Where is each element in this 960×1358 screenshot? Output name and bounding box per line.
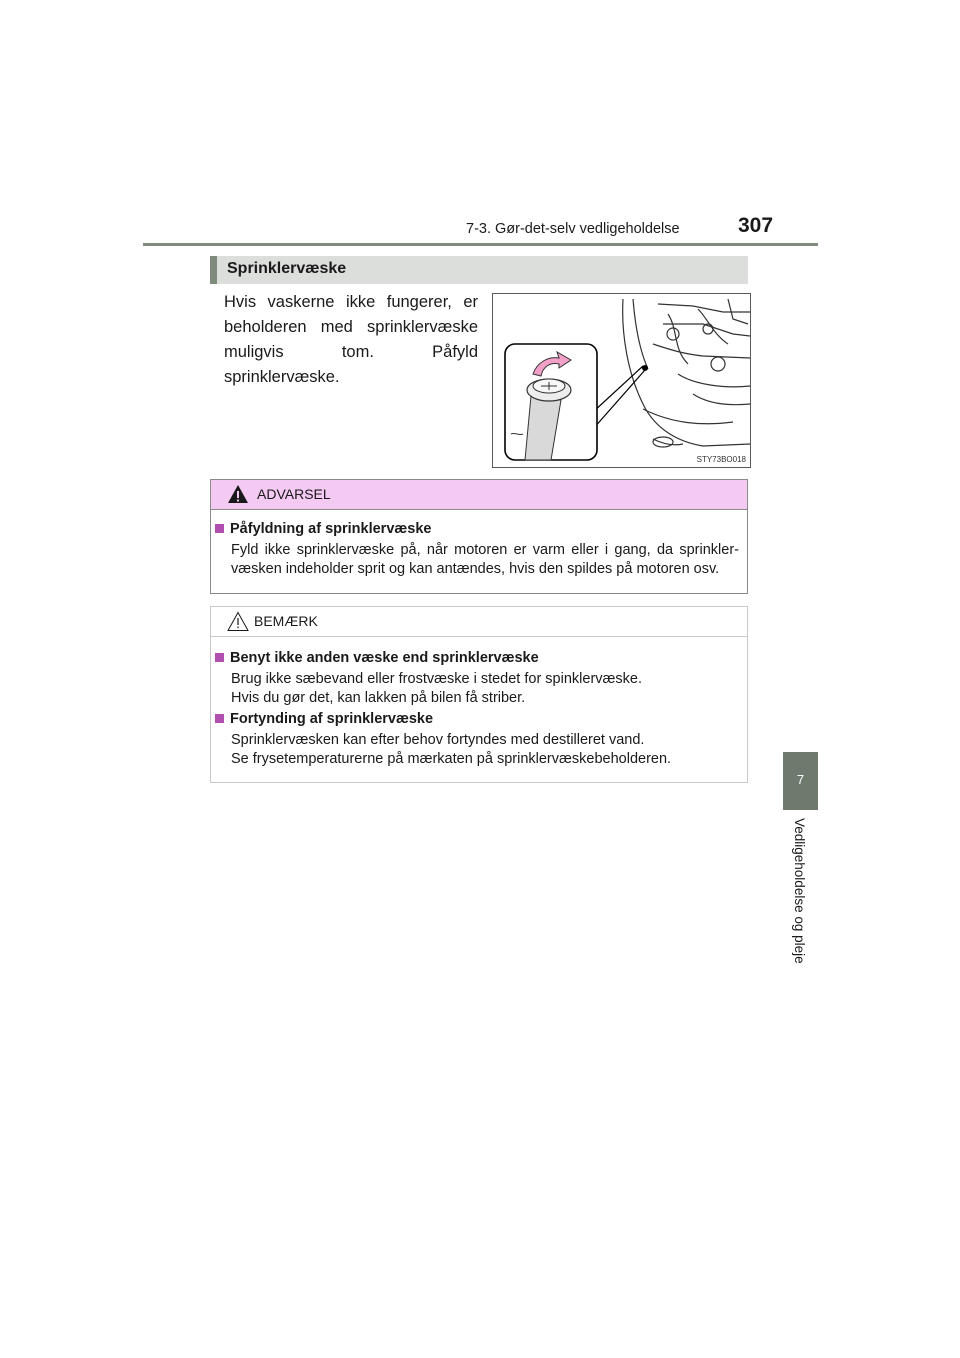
running-header-title: 7-3. Gør-det-selv vedligeholdelse [466, 221, 680, 237]
header-rule [143, 243, 818, 246]
note-item-title: Benyt ikke anden væske end sprinklervæske [215, 650, 539, 666]
washer-fluid-illustration [492, 293, 751, 468]
chapter-number: 7 [796, 772, 805, 787]
warning-triangle-icon [227, 484, 249, 509]
engine-bay-drawing [493, 294, 750, 467]
page-number: 307 [738, 214, 774, 237]
note-label: BEMÆRK [254, 613, 318, 629]
note-item-line: Brug ikke sæbevand eller frostvæske i stedet for spinklervæske. [231, 671, 643, 687]
note-item-title: Fortynding af sprinklervæske [215, 711, 433, 727]
caution-triangle-icon [227, 611, 249, 637]
chapter-label: Vedligeholdelse og pleje [792, 818, 807, 964]
illustration-code: STY73BO018 [696, 455, 746, 464]
note-box [210, 606, 748, 783]
note-item-line: Hvis du gør det, kan lakken på bilen få striber. [231, 689, 526, 706]
chapter-tab [783, 752, 818, 810]
warning-box [210, 479, 748, 594]
warning-item-body: Fyld ikke sprinklervæske på, når motoren er varm eller i gang, da sprinkler-væsken indeholder sprit og kan antændes, hvis den spildes på motoren osv. [231, 542, 739, 577]
note-item-line: Se frysetemperaturerne på mærkaten på sprinklervæskebeholderen. [231, 750, 672, 767]
warning-item-title: Påfyldning af sprinklervæske [215, 521, 431, 537]
section-heading [210, 256, 748, 284]
square-bullet-icon [215, 714, 224, 723]
note-item-body [231, 731, 739, 768]
warning-label: ADVARSEL [257, 486, 331, 502]
square-bullet-icon [215, 653, 224, 662]
warning-header [211, 480, 747, 510]
intro-paragraph: Hvis vaskerne ikke fungerer, er beholderen med sprinklervæske muligvis tom. Påfyld sprinklervæske. [224, 293, 478, 386]
note-item-body [231, 670, 739, 707]
section-heading-text: Sprinklervæske [227, 260, 347, 277]
note-item-line: Sprinklervæsken kan efter behov fortyndes med destilleret vand. [231, 732, 645, 748]
square-bullet-icon [215, 524, 224, 533]
note-header [211, 607, 747, 637]
